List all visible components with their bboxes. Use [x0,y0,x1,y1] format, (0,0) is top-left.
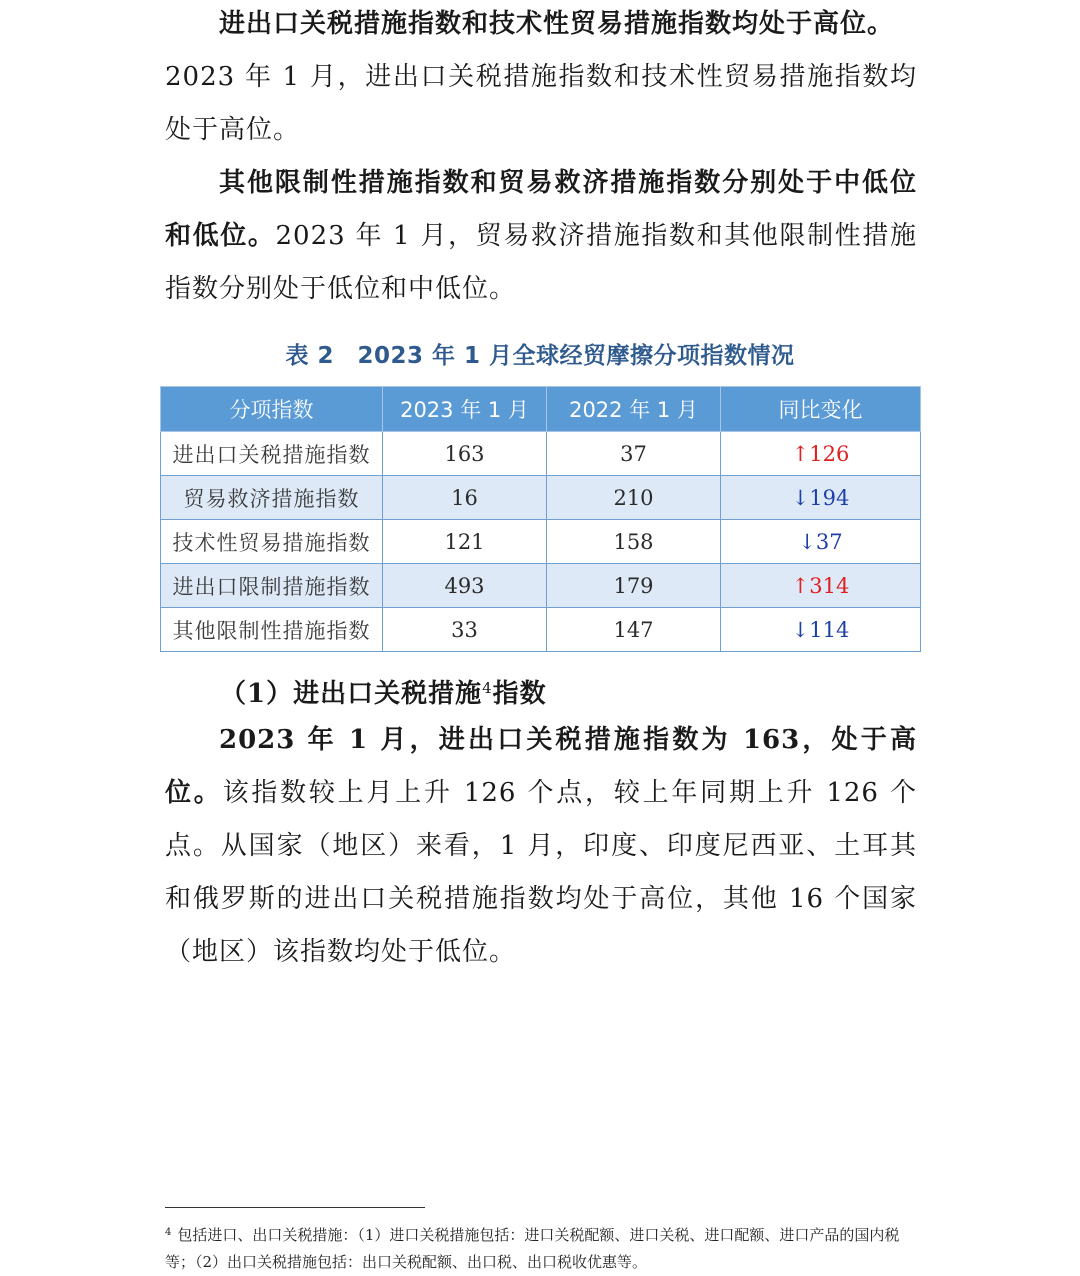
section-heading-tail: 指数 [492,679,547,709]
row-label: 进出口关税措施指数 [161,432,383,476]
table-title: 表 2 2023 年 1 月全球经贸摩擦分项指数情况 [285,343,795,369]
row-label: 进出口限制措施指数 [161,564,383,608]
table-row [161,520,921,564]
change-down: ↓37 [721,520,921,564]
change-down: ↓114 [721,608,921,652]
paragraph-tariff-technical [165,0,917,157]
change-up: ↑314 [721,564,921,608]
footnote [165,1219,920,1276]
value-2023: 33 [383,608,547,652]
footnote-divider [165,1207,425,1208]
value-2022: 179 [547,564,721,608]
change-up: ↑126 [721,432,921,476]
section-heading [220,662,547,721]
row-label: 贸易救济措施指数 [161,476,383,520]
paragraph-bold-lead: 2023 年 1 月，进出口关税措施指数为 163，处于高位。 [165,725,917,808]
value-2022: 37 [547,432,721,476]
value-2022: 158 [547,520,721,564]
row-label: 技术性贸易措施指数 [161,520,383,564]
paragraph-text: 2023 年 1 月，贸易救济措施指数和其他限制性措施指数分别处于低位和中低位。 [165,221,917,304]
table-row [161,564,921,608]
change-down: ↓194 [721,476,921,520]
table-header-row [161,387,921,432]
section-heading-text: （1）进出口关税措施 [220,679,483,709]
table-row [161,476,921,520]
value-2022: 147 [547,608,721,652]
footnote-text: 包括进口、出口关税措施：（1）进口关税措施包括：进口关税配额、进口关税、进口配额、进口产品的国内税等；（2）出口关税措施包括：出口关税配额、出口税、出口税收优惠等。 [165,1226,900,1271]
value-2023: 163 [383,432,547,476]
value-2023: 493 [383,564,547,608]
paragraph-tariff-detail [165,714,917,979]
column-header: 2023 年 1 月 [383,387,547,432]
paragraph-bold-lead: 进出口关税措施指数和技术性贸易措施指数均处于高位。 [219,9,895,39]
value-2023: 121 [383,520,547,564]
value-2023: 16 [383,476,547,520]
column-header: 分项指数 [161,387,383,432]
footnote-number: 4 [165,1227,172,1238]
column-header: 2022 年 1 月 [547,387,721,432]
paragraph-text: 该指数较上月上升 126 个点，较上年同期上升 126 个点。从国家（地区）来看，1 月，印度、印度尼西亚、土耳其和俄罗斯的进出口关税措施指数均处于高位，其他 16 个国家（地区）该指数均处于低位。 [165,778,917,967]
value-2022: 210 [547,476,721,520]
paragraph-other-remedy [165,157,917,316]
sub-index-table [160,386,921,652]
table-row [161,432,921,476]
footnote-reference[interactable]: 4 [482,679,493,697]
row-label: 其他限制性措施指数 [161,608,383,652]
column-header: 同比变化 [721,387,921,432]
paragraph-text: 2023 年 1 月，进出口关税措施指数和技术性贸易措施指数均处于高位。 [165,62,917,145]
paragraph-bold-lead: 其他限制性措施指数和贸易救济措施指数分别处于中低位和低位。 [165,168,917,251]
table-row [161,608,921,652]
